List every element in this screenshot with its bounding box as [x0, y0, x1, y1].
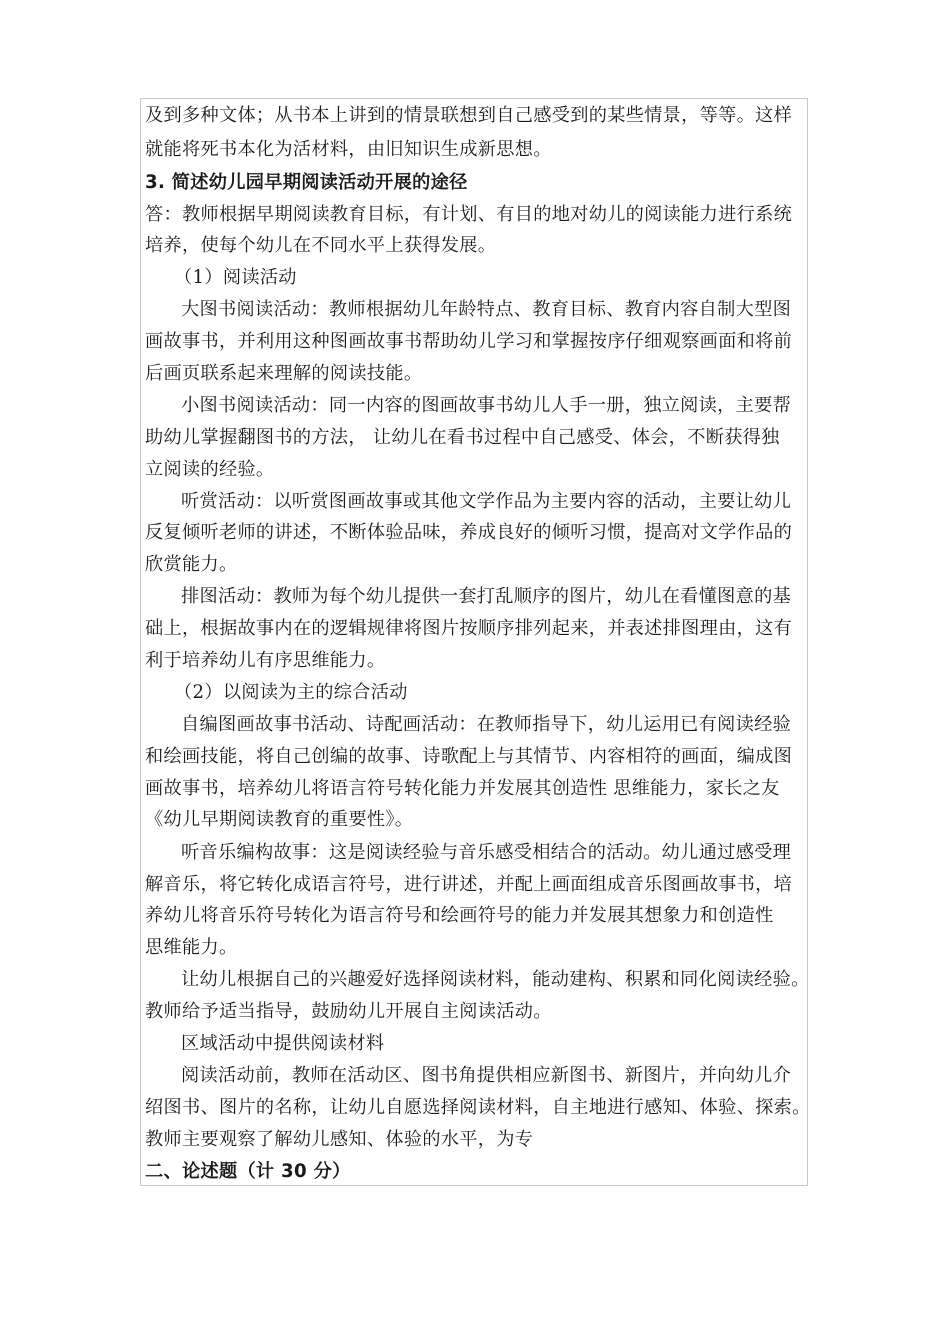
section-heading: （2）以阅读为主的综合活动	[174, 682, 408, 703]
text-line: 及到多种文体；从书本上讲到的情景联想到自己感受到的某些情景，等等。这样	[145, 105, 793, 126]
text-line: 自编图画故事书活动、诗配画活动：在教师指导下，幼儿运用已有阅读经验	[181, 714, 792, 735]
text-line: 画故事书，培养幼儿将语言符号转化能力并发展其创造性 思维能力，家长之友	[145, 778, 780, 799]
text-line: 和绘画技能，将自己创编的故事、诗歌配上与其情节、内容相符的画面，编成图	[145, 746, 793, 767]
question-heading: 3. 简述幼儿园早期阅读活动开展的途径	[145, 172, 468, 193]
text-line: 就能将死书本化为活材料，由旧知识生成新思想。	[145, 139, 552, 160]
text-line: 利于培养幼儿有序思维能力。	[145, 650, 386, 671]
text-line: 础上，根据故事内在的逻辑规律将图片按顺序排列起来，并表述排图理由，这有	[145, 618, 793, 639]
text-line: 听音乐编构故事：这是阅读经验与音乐感受相结合的活动。幼儿通过感受理	[181, 842, 792, 863]
section-heading: （1）阅读活动	[174, 267, 297, 288]
text-line: 助幼儿掌握翻图书的方法， 让幼儿在看书过程中自己感受、体会，不断获得独	[145, 427, 780, 448]
text-line: 排图活动：教师为每个幼儿提供一套打乱顺序的图片，幼儿在看懂图意的基	[181, 586, 792, 607]
text-line: 绍图书、图片的名称，让幼儿自愿选择阅读材料，自主地进行感知、体验、探索。	[145, 1097, 811, 1118]
text-line: 养幼儿将音乐符号转化为语言符号和绘画符号的能力并发展其想象力和创造性	[145, 905, 774, 926]
text-line: 教师主要观察了解幼儿感知、体验的水平，为专	[145, 1129, 534, 1150]
text-line: 大图书阅读活动：教师根据幼儿年龄特点、教育目标、教育内容自制大型图	[181, 299, 792, 320]
text-line: 思维能力。	[145, 937, 238, 958]
text-line: 欣赏能力。	[145, 554, 238, 575]
text-line: 立阅读的经验。	[145, 459, 275, 480]
text-line: 后画页联系起来理解的阅读技能。	[145, 363, 423, 384]
text-line: 画故事书，并利用这种图画故事书帮助幼儿学习和掌握按序仔细观察画面和将前	[145, 331, 793, 352]
text-line: 听赏活动：以听赏图画故事或其他文学作品为主要内容的活动，主要让幼儿	[181, 491, 792, 512]
text-line: 阅读活动前，教师在活动区、图书角提供相应新图书、新图片，并向幼儿介	[181, 1065, 792, 1086]
text-line: 让幼儿根据自己的兴趣爱好选择阅读材料，能动建构、积累和同化阅读经验。	[181, 969, 810, 990]
text-line: 小图书阅读活动：同一内容的图画故事书幼儿人手一册，独立阅读，主要帮	[181, 395, 792, 416]
text-line: 《幼儿早期阅读教育的重要性》。	[145, 809, 414, 830]
text-line: 教师给予适当指导，鼓励幼儿开展自主阅读活动。	[145, 1001, 552, 1022]
text-line: 解音乐，将它转化成语言符号，进行讲述，并配上画面组成音乐图画故事书，培	[145, 874, 793, 895]
text-line: 答：教师根据早期阅读教育目标，有计划、有目的地对幼儿的阅读能力进行系统	[145, 204, 793, 225]
section-title: 二、论述题（计 30 分）	[145, 1161, 351, 1182]
text-line: 反复倾听老师的讲述，不断体验品味，养成良好的倾听习惯，提高对文学作品的	[145, 522, 793, 543]
text-line: 区域活动中提供阅读材料	[181, 1033, 385, 1054]
text-line: 培养，使每个幼儿在不同水平上获得发展。	[145, 235, 497, 256]
